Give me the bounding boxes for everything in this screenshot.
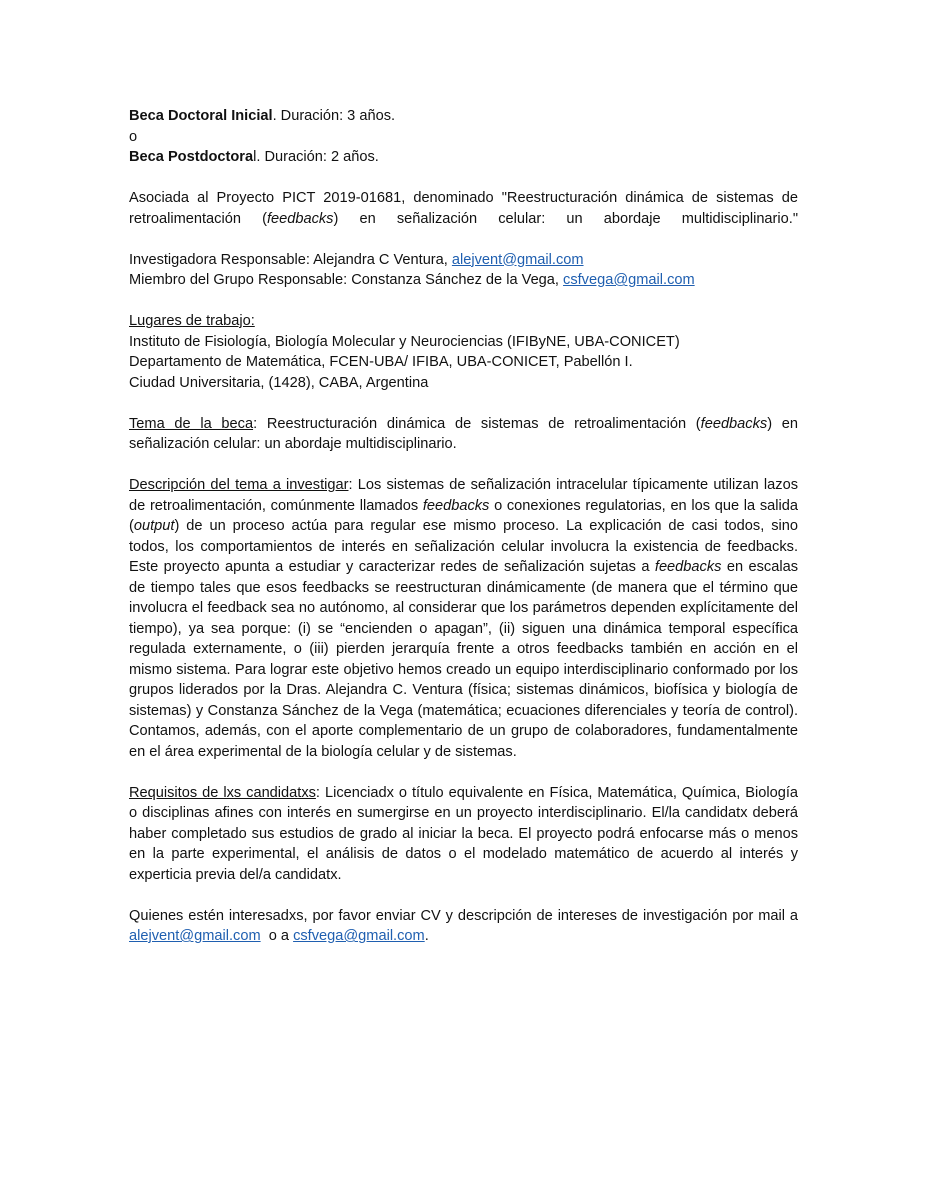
requisitos-heading: Requisitos de lxs candidatxs [129,784,316,801]
requisitos-text: : Licenciadx o título equivalente en Física, Matemática, Química, Biología o disciplinas afines con interés en sumergirse en un proyecto interdisciplinario. El/la candidatx deberá haber completado sus estudios de grado al iniciar la beca. El proyecto podrá enfocarse más o menos en la parte experimental, el análisis de datos o el modelado matemático de acuerdo al interés y experticia previa del/a candidatx. [129,784,798,883]
beca-postdoctoral-title: Beca Postdoctora [129,149,254,165]
descripcion-term-feedbacks-2: feedbacks [654,559,722,575]
closing-text-end: . [424,928,429,944]
descripcion-paragraph [129,475,798,762]
descripcion-text-4: en escalas de tiempo tales que esos feedbacks se reestructuran dinámicamente (de manera que el término que involucra el feedback sea no autónomo, al considerar que los parámetros dependen explícitamente del tiempo), ya sea porque: (i) se “encienden o apagan”, (ii) siguen una dinámica temporal específica regulada externamente, o (iii) pierden jerarquía frente a otros feedbacks también en acción en el mismo sistema. Para lograr este objetivo hemos creado un equipo interdisciplinario conformado por los grupos liderados por la Dras. Alejandra C. Ventura (física; sistemas dinámicos, biofísica y biología de sistemas) y Constanza Sánchez de la Vega (matemática; ecuaciones diferenciales y teoría de control). Contamos, además, con el aporte complementario de un grupo de colaboradores, fundamentalmente en el área experimental de la biología celular y de sistemas. [129,559,798,760]
investigadora-label: Investigadora Responsable: Alejandra C Ventura, [129,251,452,268]
closing-email-link-2[interactable]: csfvega@gmail.com [293,928,425,944]
miembro-email-link[interactable]: csfvega@gmail.com [563,272,695,288]
closing-text-mid: o a [260,928,294,944]
descripcion-heading: Descripción del tema a investigar [129,477,349,493]
project-line-2 [129,209,798,230]
project-feedbacks-term: feedbacks [266,210,334,227]
workplace-line: Departamento de Matemática, FCEN-UBA/ IFIBA, UBA-CONICET, Pabellón I. [129,354,633,370]
project-text-a: retroalimentación ( [129,210,267,227]
beca-postdoctoral-duration: l. Duración: 2 años. [253,149,379,165]
tema-heading: Tema de la beca [129,415,254,432]
project-paragraph [129,188,798,229]
miembro-label: Miembro del Grupo Responsable: Constanza Sánchez de la Vega, [129,272,564,288]
workplaces-block [129,311,798,393]
closing-email-link-1[interactable]: alejvent@gmail.com [129,928,261,944]
workplaces-heading: Lugares de trabajo: [129,313,255,329]
descripcion-term-output: output [133,518,175,534]
project-text-b: ) en señalización celular: un abordaje multidisciplinario." [333,210,799,227]
closing-text-a: Quienes estén interesadxs, por favor enviar CV y descripción de intereses de investigación por mail a [129,907,798,924]
document-page [129,106,798,947]
closing-paragraph [129,906,798,947]
workplace-line: Instituto de Fisiología, Biología Molecular y Neurociencias (IFIByNE, UBA-CONICET) [129,333,680,350]
beca-doctoral-line [129,106,798,127]
miembro-line [129,270,798,291]
beca-doctoral-duration: . Duración: 3 años. [272,108,396,124]
tema-text-a: : Reestructuración dinámica de sistemas de retroalimentación ( [253,415,701,432]
descripcion-text-3: ) de un proceso actúa para regular ese mismo proceso. La explicación de casi todos, sino todos, los comportamientos de interés en señalización celular involucra la existencia de feedbacks. Este proyecto apunta a estudiar y caracterizar redes de señalización sujetas a [129,518,798,575]
tema-text-b: ) en señalización celular: un abordaje multidisciplinario. [129,415,798,452]
descripcion-text-1: : Los sistemas de señalización intracelular típicamente utilizan lazos de retroalimentación, comúnmente llamados [129,477,798,514]
contacts-block [129,250,798,291]
descripcion-text-2: o conexiones regulatorias, en los que la salida ( [129,497,798,534]
investigadora-email-link[interactable]: alejvent@gmail.com [451,251,584,268]
or-separator: o [129,128,138,145]
beca-doctoral-title: Beca Doctoral Inicial [129,108,273,124]
tema-feedbacks-term: feedbacks [700,415,768,432]
workplace-line: Ciudad Universitaria, (1428), CABA, Argentina [129,374,429,391]
beca-postdoctoral-line [129,147,798,168]
tema-paragraph [129,414,798,455]
descripcion-term-feedbacks: feedbacks [422,497,490,514]
requisitos-paragraph [129,783,798,886]
investigadora-line [129,250,798,271]
project-line-1: Asociada al Proyecto PICT 2019-01681, denominado "Reestructuración dinámica de sistemas de [129,190,798,206]
